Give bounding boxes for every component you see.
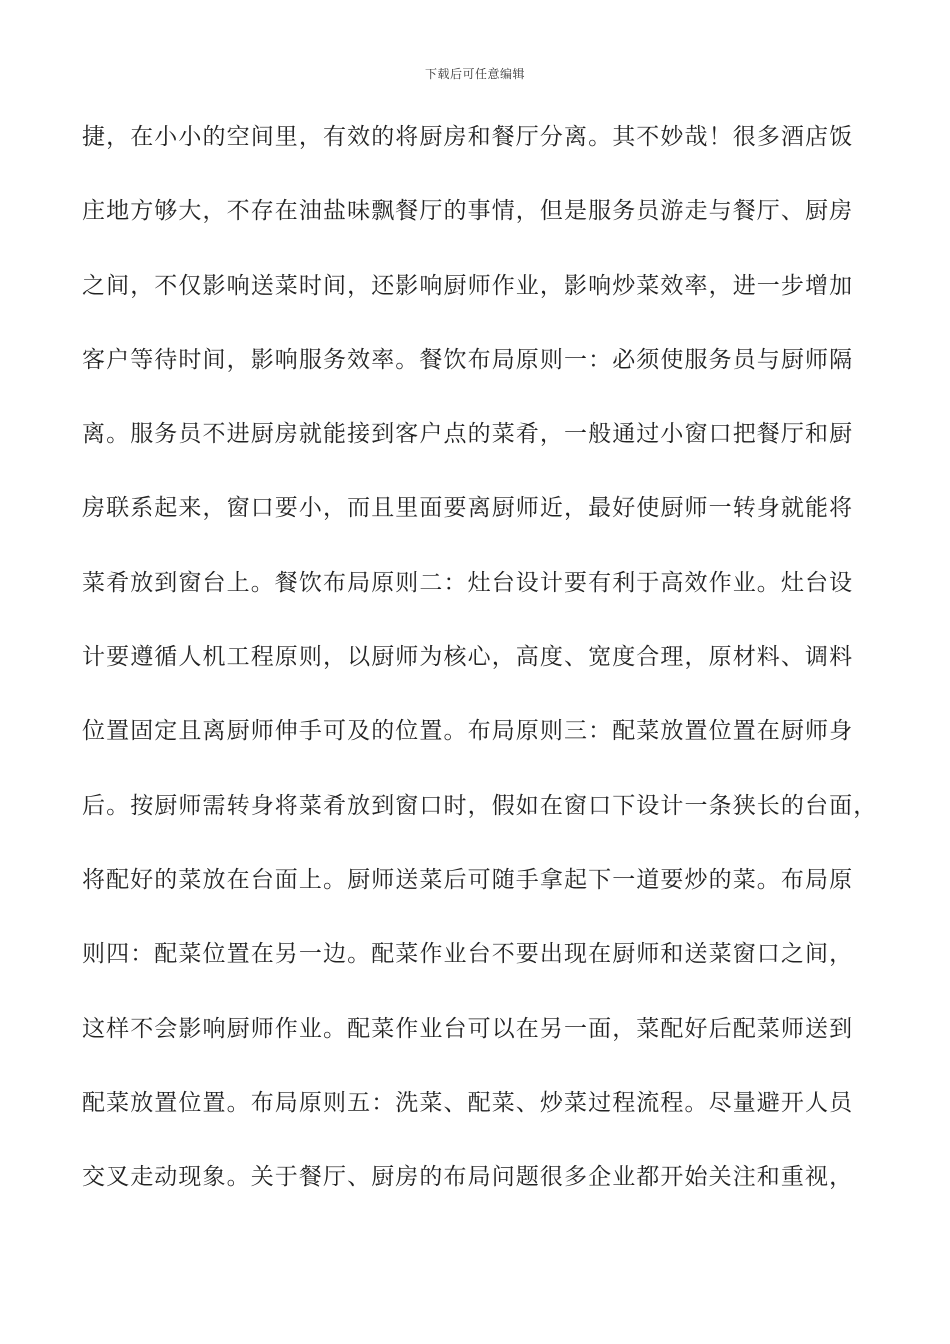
text-line: 房联系起来，窗口要小，而且里面要离厨师近，最好使厨师一转身就能将 <box>82 495 854 522</box>
text-line: 离。服务员不进厨房就能接到客户点的菜肴，一般通过小窗口把餐厅和厨 <box>82 421 854 448</box>
text-line: 客户等待时间，影响服务效率。餐饮布局原则一：必须使服务员与厨师隔 <box>82 346 854 373</box>
text-line: 则四：配菜位置在另一边。配菜作业台不要出现在厨师和送菜窗口之间， <box>82 941 854 968</box>
text-line: 之间，不仅影响送菜时间，还影响厨师作业，影响炒菜效率，进一步增加 <box>82 272 854 299</box>
text-line: 配菜放置位置。布局原则五：洗菜、配菜、炒菜过程流程。尽量避开人员 <box>82 1089 854 1116</box>
text-line: 庄地方够大，不存在油盐味飘餐厅的事情，但是服务员游走与餐厅、厨房 <box>82 198 854 225</box>
text-line: 菜肴放到窗台上。餐饮布局原则二：灶台设计要有利于高效作业。灶台设 <box>82 569 854 596</box>
body-text <box>82 117 882 1231</box>
text-line: 将配好的菜放在台面上。厨师送菜后可随手拿起下一道要炒的菜。布局原 <box>82 866 854 893</box>
text-line: 位置固定且离厨师伸手可及的位置。布局原则三：配菜放置位置在厨师身 <box>82 718 854 745</box>
text-line: 计要遵循人机工程原则，以厨师为核心，高度、宽度合理，原材料、调料 <box>82 644 854 671</box>
text-line: 这样不会影响厨师作业。配菜作业台可以在另一面，菜配好后配菜师送到 <box>82 1015 854 1042</box>
text-line: 后。按厨师需转身将菜肴放到窗口时，假如在窗口下设计一条狭长的台面， <box>82 792 878 819</box>
text-line: 捷，在小小的空间里，有效的将厨房和餐厅分离。其不妙哉！很多酒店饭 <box>82 124 854 150</box>
page-header: 下载后可任意编辑 <box>424 67 525 81</box>
text-line: 交叉走动现象。关于餐厅、厨房的布局问题很多企业都开始关注和重视， <box>82 1164 854 1191</box>
